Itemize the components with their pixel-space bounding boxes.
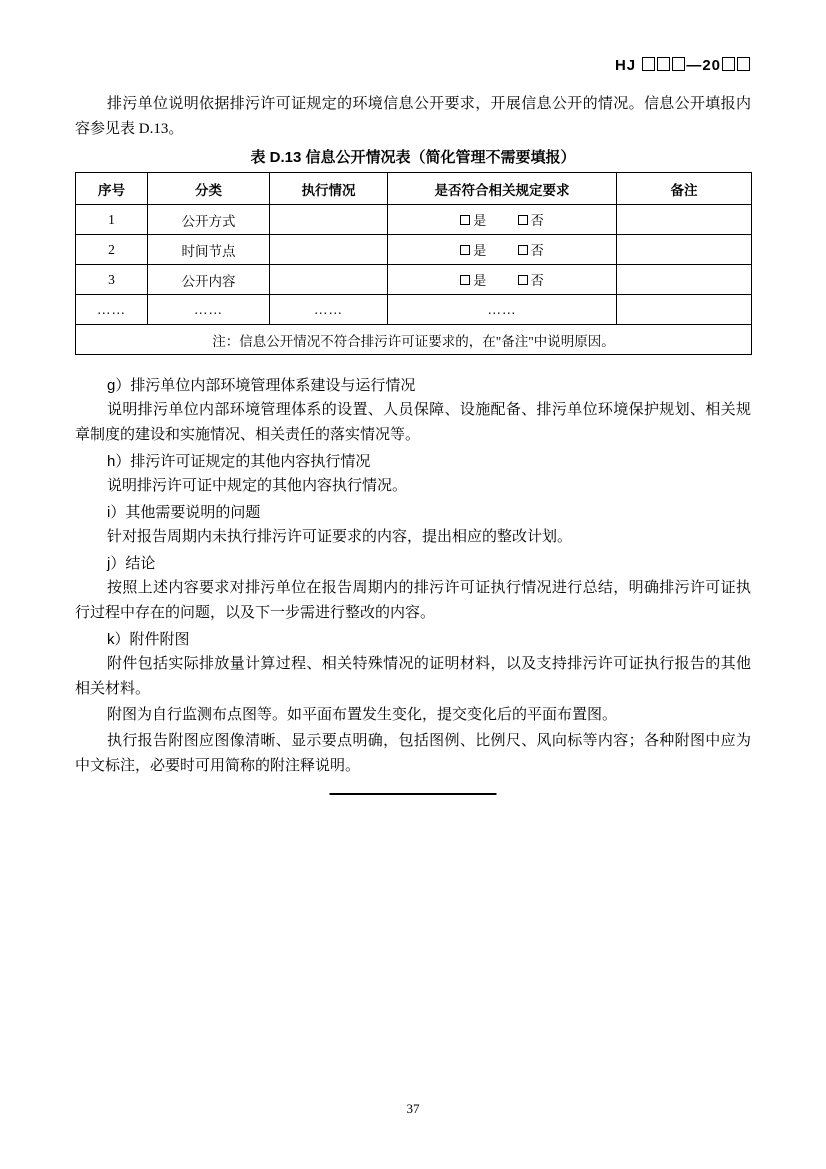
table-row: [76, 235, 752, 265]
section-heading-j: j）结论: [107, 555, 156, 572]
table-row: [76, 295, 752, 325]
section-heading-k: k）附件附图: [107, 631, 190, 648]
header-placeholder-box: [642, 57, 655, 71]
checkbox-label-no: 否: [530, 213, 544, 228]
checkbox-label-no: 否: [530, 243, 544, 258]
page-content: [75, 92, 751, 780]
cell-remark: [617, 295, 752, 325]
cell-category: 公开方式: [148, 205, 270, 235]
checkbox-label-yes: 是: [473, 213, 487, 228]
table-note: 注：信息公开情况不符合排污许可证要求的，在"备注"中说明原因。: [76, 325, 752, 355]
checkbox-icon[interactable]: [460, 245, 470, 255]
header-dash: —: [686, 57, 703, 74]
column-header-remark: 备注: [617, 173, 752, 205]
checkbox-label-no: 否: [530, 273, 544, 288]
cell-compliance: [388, 205, 617, 235]
cell-compliance: [388, 265, 617, 295]
header-standard-prefix: HJ: [614, 57, 637, 74]
checkbox-option-yes[interactable]: [460, 213, 486, 228]
cell-compliance: [388, 235, 617, 265]
section-body-g: 说明排污单位内部环境管理体系的设置、人员保障、设施配备、排污单位环境保护规划、相关规章制度的建设和实施情况、相关责任的落实情况等。: [75, 402, 751, 443]
checkbox-option-yes[interactable]: [460, 273, 486, 288]
table-caption: 表 D.13 信息公开情况表（简化管理不需要填报）: [250, 149, 576, 166]
section-heading-i: i）其他需要说明的问题: [107, 504, 261, 521]
checkbox-option-yes[interactable]: [460, 243, 486, 258]
column-header-no: 序号: [76, 173, 148, 205]
section-heading-h: h）排污许可证规定的其他内容执行情况: [107, 453, 371, 470]
section-body-k: 附件包括实际排放量计算过程、相关特殊情况的证明材料，以及支持排污许可证执行报告的其他相关材料。: [75, 656, 751, 697]
checkbox-icon[interactable]: [518, 275, 528, 285]
section-body-k2: 附图为自行监测布点图等。如平面布置发生变化，提交变化后的平面布置图。: [107, 707, 618, 723]
cell-category: 时间节点: [148, 235, 270, 265]
cell-category: 公开内容: [148, 265, 270, 295]
cell-no: ……: [76, 295, 148, 325]
intro-paragraph: 排污单位说明依据排污许可证规定的环境信息公开要求，开展信息公开的情况。信息公开填报内容参见表 D.13。: [75, 96, 751, 137]
checkbox-icon[interactable]: [518, 245, 528, 255]
table-header-row: [76, 173, 752, 205]
header-placeholder-box: [657, 57, 670, 71]
checkbox-option-no[interactable]: [518, 243, 544, 258]
page-number: 37: [406, 1101, 420, 1116]
column-header-category: 分类: [148, 173, 270, 205]
information-disclosure-table: [75, 172, 752, 355]
cell-no: 3: [76, 265, 148, 295]
section-body-i: 针对报告周期内未执行排污许可证要求的内容，提出相应的整改计划。: [107, 529, 573, 545]
checkbox-icon[interactable]: [460, 215, 470, 225]
section-end-rule: [330, 793, 497, 795]
checkbox-icon[interactable]: [460, 275, 470, 285]
checkbox-label-yes: 是: [473, 243, 487, 258]
section-body-j: 按照上述内容要求对排污单位在报告周期内的排污许可证执行情况进行总结，明确排污许可证执行过程中存在的问题，以及下一步需进行整改的内容。: [75, 580, 751, 621]
checkbox-option-no[interactable]: [518, 213, 544, 228]
header-placeholder-box: [737, 57, 750, 71]
checkbox-icon[interactable]: [518, 215, 528, 225]
section-body-k3: 执行报告附图应图像清晰、显示要点明确，包括图例、比例尺、风向标等内容；各种附图中应为中文标注，必要时可用简称的附注释说明。: [75, 733, 751, 774]
column-header-compliance: 是否符合相关规定要求: [388, 173, 617, 205]
cell-no: 1: [76, 205, 148, 235]
cell-compliance: ……: [388, 295, 617, 325]
table-row: [76, 265, 752, 295]
page-header: [615, 57, 751, 74]
cell-category: ……: [148, 295, 270, 325]
section-body-h: 说明排污许可证中规定的其他内容执行情况。: [107, 478, 408, 494]
cell-status: ……: [270, 295, 388, 325]
table-note-row: [76, 325, 752, 355]
cell-status[interactable]: [270, 205, 388, 235]
cell-no: 2: [76, 235, 148, 265]
checkbox-label-yes: 是: [473, 273, 487, 288]
cell-status[interactable]: [270, 265, 388, 295]
header-year-prefix: 20: [702, 57, 721, 74]
cell-remark[interactable]: [617, 205, 752, 235]
column-header-status: 执行情况: [270, 173, 388, 205]
table-row: [76, 205, 752, 235]
cell-status[interactable]: [270, 235, 388, 265]
checkbox-option-no[interactable]: [518, 273, 544, 288]
section-heading-g: g）排污单位内部环境管理体系建设与运行情况: [107, 377, 416, 394]
cell-remark[interactable]: [617, 265, 752, 295]
cell-remark[interactable]: [617, 235, 752, 265]
header-placeholder-box: [672, 57, 685, 71]
header-placeholder-box: [722, 57, 735, 71]
